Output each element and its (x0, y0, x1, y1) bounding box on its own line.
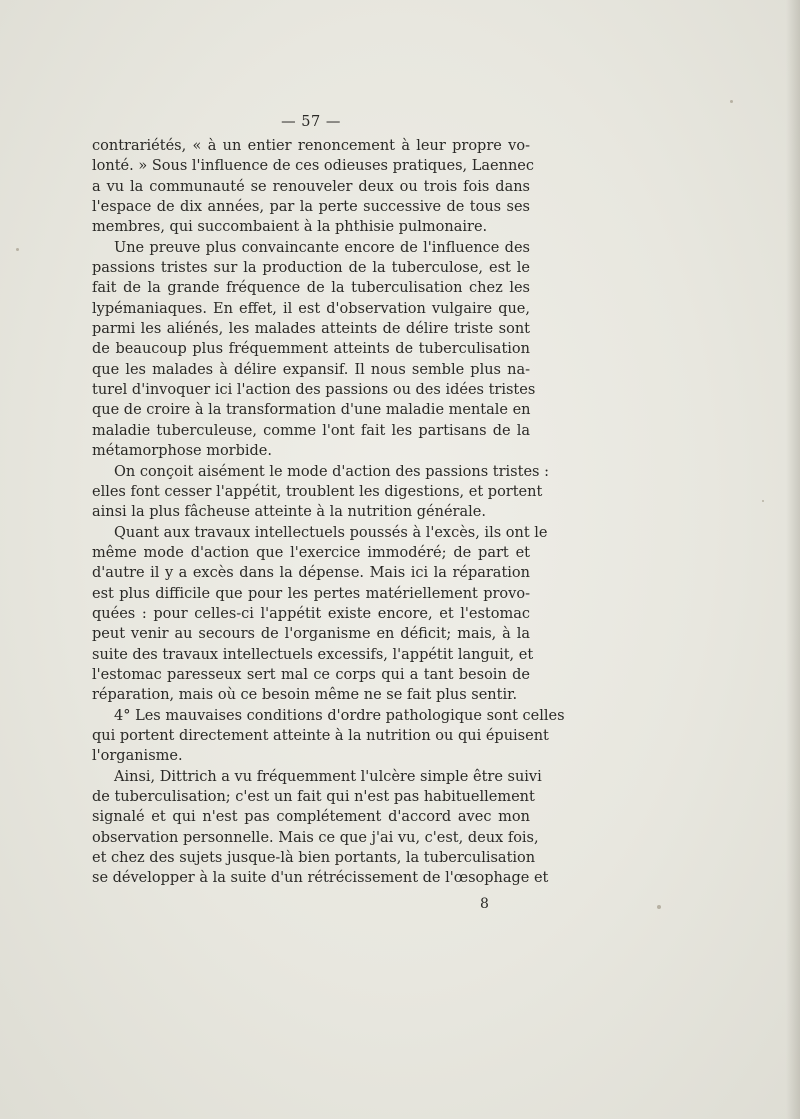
text-line: qui portent directement atteinte à la nutrition ou qui épuisent (92, 727, 549, 744)
text-line: maladie tuberculeuse, comme l'ont fait les partisans de la (92, 422, 530, 439)
text-line: signalé et qui n'est pas complétement d'accord avec mon (92, 809, 530, 826)
text-line: 4° Les mauvaises conditions d'ordre pathologique sont celles (114, 707, 565, 724)
paper-speck (16, 248, 19, 251)
text-line: que de croire à la transformation d'une maladie mentale en (92, 402, 531, 419)
text-line: a vu la communauté se renouveler deux ou trois fois dans (92, 178, 530, 195)
text-line: d'autre il y a excès dans la dépense. Mais ici la réparation (92, 565, 530, 582)
text-line: métamorphose morbide. (92, 443, 272, 460)
text-line: elles font cesser l'appétit, troublent les digestions, et portent (92, 483, 543, 500)
paper-speck (762, 500, 764, 502)
text-line: que les malades à délire expansif. Il nous semble plus na- (92, 361, 530, 378)
text-line: l'estomac paresseux sert mal ce corps qui a tant besoin de (92, 666, 530, 683)
text-line: Quant aux travaux intellectuels poussés à l'excès, ils ont le (114, 524, 548, 541)
page-edge-shadow (786, 0, 800, 1119)
text-line: et chez des sujets jusque-là bien portants, la tuberculisation (92, 850, 536, 867)
page-text (92, 108, 565, 919)
text-line: quées : pour celles-ci l'appétit existe encore, et l'estomac (92, 605, 530, 622)
text-line: membres, qui succombaient à la phthisie pulmonaire. (92, 219, 488, 236)
text-line: lonté. » Sous l'influence de ces odieuses pratiques, Laennec (92, 158, 534, 175)
text-line: suite des travaux intellectuels excessifs, l'appétit languit, et (92, 646, 534, 663)
page-number: — 57 — (281, 114, 341, 130)
text-line: On conçoit aisément le mode d'action des passions tristes : (114, 463, 549, 480)
text-line: ainsi la plus fâcheuse atteinte à la nutrition générale. (92, 504, 486, 521)
text-line: turel d'invoquer ici l'action des passions ou des idées tristes (92, 382, 536, 399)
text-line: parmi les aliénés, les malades atteints de délire triste sont (92, 321, 530, 338)
text-line: réparation, mais où ce besoin même ne se fait plus sentir. (92, 687, 518, 704)
paper-speck (730, 100, 733, 103)
text-line: lypémaniaques. En effet, il est d'observation vulgaire que, (92, 300, 530, 317)
signature-mark: 8 (480, 895, 489, 912)
text-line: de tuberculisation; c'est un fait qui n'est pas habituellement (92, 789, 535, 805)
text-line: l'espace de dix années, par la perte successive de tous ses (92, 199, 530, 216)
text-line: contrariétés, « à un entier renoncement à leur propre vo- (92, 138, 530, 154)
text-line: peut venir au secours de l'organisme en déficit; mais, à la (92, 626, 530, 643)
text-line: Ainsi, Dittrich a vu fréquemment l'ulcère simple être suivi (114, 768, 542, 785)
text-line: passions tristes sur la production de la tuberculose, est le (92, 260, 530, 277)
paper-speck (657, 905, 661, 909)
signature-row (92, 889, 530, 919)
text-line: observation personnelle. Mais ce que j'ai vu, c'est, deux fois, (92, 829, 539, 846)
text-line: même mode d'action que l'exercice immodéré; de part et (92, 544, 530, 561)
text-line: se développer à la suite d'un rétrécissement de l'œsophage et (92, 870, 549, 887)
text-line: est plus difficile que pour les pertes matériellement provo- (92, 585, 530, 602)
text-line: fait de la grande fréquence de la tuberculisation chez les (92, 280, 530, 297)
text-line: Une preuve plus convaincante encore de l'influence des (114, 239, 530, 256)
text-line: de beaucoup plus fréquemment atteints de tuberculisation (92, 341, 530, 358)
text-line: l'organisme. (92, 748, 183, 765)
